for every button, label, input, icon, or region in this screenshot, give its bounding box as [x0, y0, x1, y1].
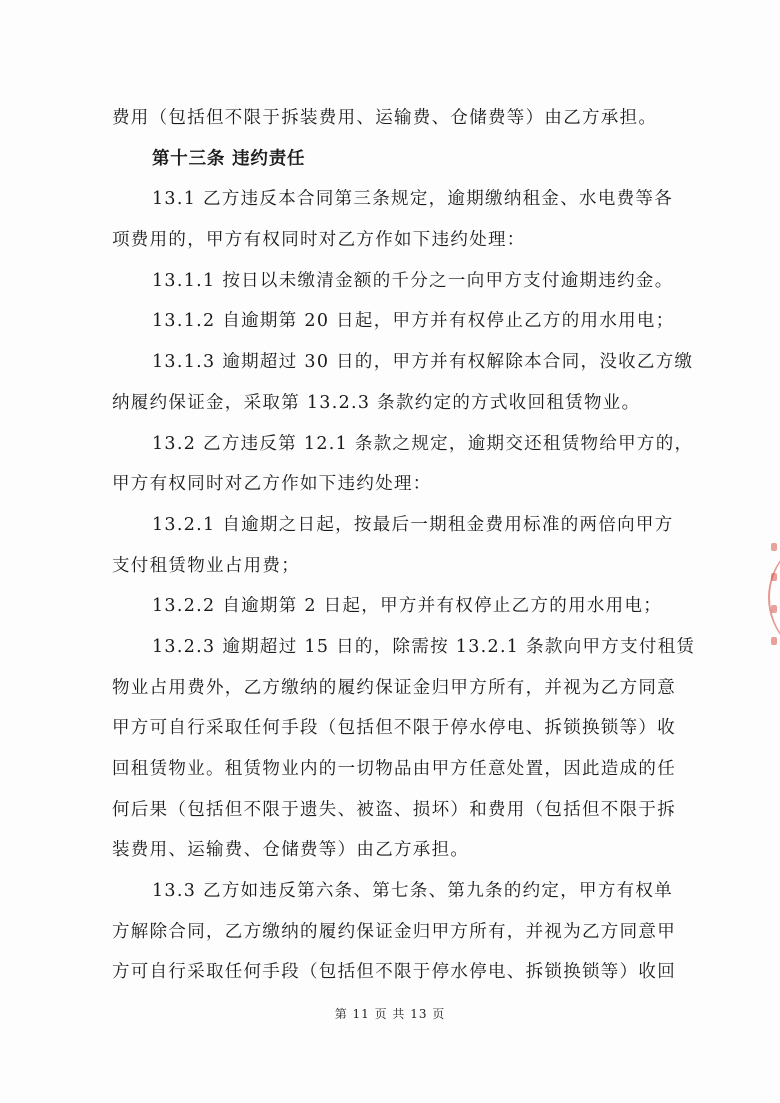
- text-line: 何后果（包括但不限于遗失、被盗、损坏）和费用（包括但不限于拆: [112, 799, 676, 820]
- text-line: 物业占用费外，乙方缴纳的履约保证金归甲方所有，并视为乙方同意: [112, 677, 676, 698]
- paragraph-start-line: 13.1.2 自逾期第 20 日起，甲方并有权停止乙方的用水用电；: [152, 311, 675, 332]
- seal-mark: [771, 605, 777, 613]
- text-line: 方解除合同，乙方缴纳的履约保证金归甲方所有，并视为乙方同意甲: [112, 921, 676, 942]
- paragraph-start-line: 13.1 乙方违反本合同第三条规定，逾期缴纳租金、水电费等各: [152, 189, 674, 210]
- page-number: 第 11 页 共 13 页: [334, 1007, 446, 1021]
- paragraph-start-line: 13.3 乙方如违反第六条、第七条、第九条的约定，甲方有权单: [152, 881, 674, 902]
- paragraph-start-line: 13.2.3 逾期超过 15 日的，除需按 13.2.1 条款向甲方支付租赁: [152, 636, 696, 657]
- text-line: 费用（包括但不限于拆装费用、运输费、仓储费等）由乙方承担。: [112, 108, 658, 128]
- seal-mark: [771, 543, 777, 551]
- text-line: 支付租赁物业占用费；: [112, 555, 300, 576]
- contract-body: [112, 98, 696, 993]
- seal-stamp-edge: [764, 535, 780, 660]
- text-line: 甲方有权同时对乙方作如下违约处理：: [112, 474, 432, 495]
- text-line: 纳履约保证金，采取第 13.2.3 条款约定的方式收回租赁物业。: [112, 392, 641, 413]
- text-line: 装费用、运输费、仓储费等）由乙方承担。: [112, 840, 470, 861]
- paragraph-start-line: 13.1.3 逾期超过 30 日的，甲方并有权解除本合同，没收乙方缴: [152, 352, 694, 373]
- paragraph-start-line: 13.2 乙方违反第 12.1 条款之规定，逾期交还租赁物给甲方的，: [152, 433, 694, 454]
- text-line: 方可自行采取任何手段（包括但不限于停水停电、拆锁换锁等）收回: [112, 962, 676, 983]
- seal-mark: [771, 573, 777, 581]
- text-line: 甲方可自行采取任何手段（包括但不限于停水停电、拆锁换锁等）收: [112, 718, 676, 739]
- paragraph-start-line: 13.2.2 自逾期第 2 日起，甲方并有权停止乙方的用水用电；: [152, 596, 663, 617]
- text-line: 项费用的，甲方有权同时对乙方作如下违约处理：: [112, 230, 526, 251]
- text-line: 回租赁物业。租赁物业内的一切物品由甲方任意处置，因此造成的任: [112, 759, 676, 779]
- paragraph-start-line: 13.2.1 自逾期之日起，按最后一期租金费用标准的两倍向甲方: [152, 514, 674, 535]
- seal-mark: [771, 637, 777, 645]
- section-heading: 第十三条 违约责任: [152, 148, 306, 169]
- paragraph-start-line: 13.1.1 按日以未缴清金额的千分之一向甲方支付逾期违约金。: [152, 270, 674, 291]
